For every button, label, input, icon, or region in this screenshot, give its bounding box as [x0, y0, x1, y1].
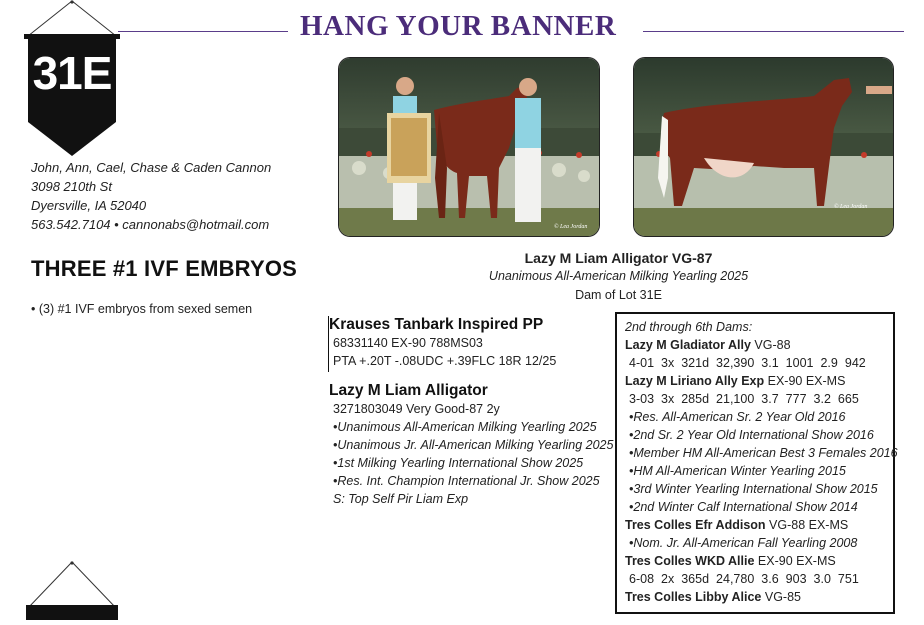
dam5-stats: 6-08 2x 365d 24,780 3.6 903 3.0 751	[629, 572, 859, 586]
dam-name: Lazy M Liam Alligator	[329, 382, 488, 399]
header-rule-left	[118, 31, 288, 32]
dam5-score: EX-90 EX-MS	[754, 554, 836, 568]
lot-banner	[20, 0, 124, 160]
dam2-stats: 4-01 3x 321d 32,390 3.1 1001 2.9 942	[629, 356, 866, 370]
dam6-name: Tres Colles Libby Alice	[625, 590, 762, 604]
dam3-score: EX-90 EX-MS	[764, 374, 846, 388]
header-rule-right	[643, 31, 904, 32]
dam-honor: •Res. Int. Champion International Jr. Show 2025	[333, 474, 600, 488]
dam-honor: •Unanimous Jr. All-American Milking Yearling 2025	[333, 438, 614, 452]
sire-name: Krauses Tanbark Inspired PP	[329, 316, 544, 333]
dam3-note: •3rd Winter Yearling International Show 2015	[629, 482, 878, 496]
sire-line: PTA +.20T -.08UDC +.39FLC 18R 12/25	[333, 354, 557, 368]
dam2-score: VG-88	[750, 338, 791, 352]
dam3-note: •Member HM All-American Best 3 Females 2016	[629, 446, 898, 460]
next-banner	[20, 560, 124, 620]
dam-caption-relation: Dam of Lot 31E	[575, 288, 662, 302]
consignor-names: John, Ann, Cael, Chase & Caden Cannon	[31, 160, 272, 175]
dam3-note: •2nd Winter Calf International Show 2014	[629, 500, 858, 514]
dam-honor: •1st Milking Yearling International Show 2025	[333, 456, 584, 470]
lot-number: 31E	[32, 47, 112, 99]
dam3-note: •2nd Sr. 2 Year Old International Show 2016	[629, 428, 874, 442]
dam-caption-name: Lazy M Liam Alligator VG-87	[524, 250, 713, 266]
sire-line: 68331140 EX-90 788MS03	[333, 336, 483, 350]
dam-photo-with-handlers	[338, 57, 600, 237]
pennant-icon	[20, 560, 124, 620]
dam-honor: •Unanimous All-American Milking Yearling 2025	[333, 420, 597, 434]
dam3-note: •HM All-American Winter Yearling 2015	[629, 464, 846, 478]
photo-credit: © Lea Jordan	[834, 204, 868, 210]
dam3-stats: 3-03 3x 285d 21,100 3.7 777 3.2 665	[629, 392, 859, 406]
consignor-phone-email: 563.542.7104 • cannonabs@hotmail.com	[31, 217, 270, 232]
dam5-name: Tres Colles WKD Allie	[625, 554, 755, 568]
page-title: HANG YOUR BANNER	[300, 10, 617, 42]
dam-sire-line: S: Top Self Pir Liam Exp	[333, 492, 469, 506]
dam3-name: Lazy M Liriano Ally Exp	[625, 374, 765, 388]
dam4-name: Tres Colles Efr Addison	[625, 518, 766, 532]
dam-caption-award: Unanimous All-American Milking Yearling 2025	[488, 269, 749, 283]
consignor-street: 3098 210th St	[31, 179, 112, 194]
dam-reg: 3271803049 Very Good-87 2y	[333, 402, 500, 416]
pedigree-box	[615, 312, 898, 614]
cow-photo-icon	[339, 58, 599, 236]
pedigree-left	[329, 316, 613, 508]
consignor-contact	[31, 158, 271, 234]
photo-credit: © Lea Jordan	[554, 224, 588, 230]
consignor-city: Dyersville, IA 52040	[31, 198, 147, 213]
pedigree-heading: 2nd through 6th Dams:	[625, 320, 753, 334]
dam3-note: •Res. All-American Sr. 2 Year Old 2016	[629, 410, 846, 424]
dam-side-photo	[633, 57, 894, 237]
dam6-score: VG-85	[761, 590, 801, 604]
dam2-name: Lazy M Gladiator Ally	[625, 338, 751, 352]
offering-bullet: • (3) #1 IVF embryos from sexed semen	[31, 302, 253, 316]
dam4-score: VG-88 EX-MS	[765, 518, 849, 532]
cow-photo-icon	[634, 58, 893, 236]
offering-headline: THREE #1 IVF EMBRYOS	[31, 256, 298, 281]
dam4-note: •Nom. Jr. All-American Fall Yearling 2008	[629, 536, 858, 550]
